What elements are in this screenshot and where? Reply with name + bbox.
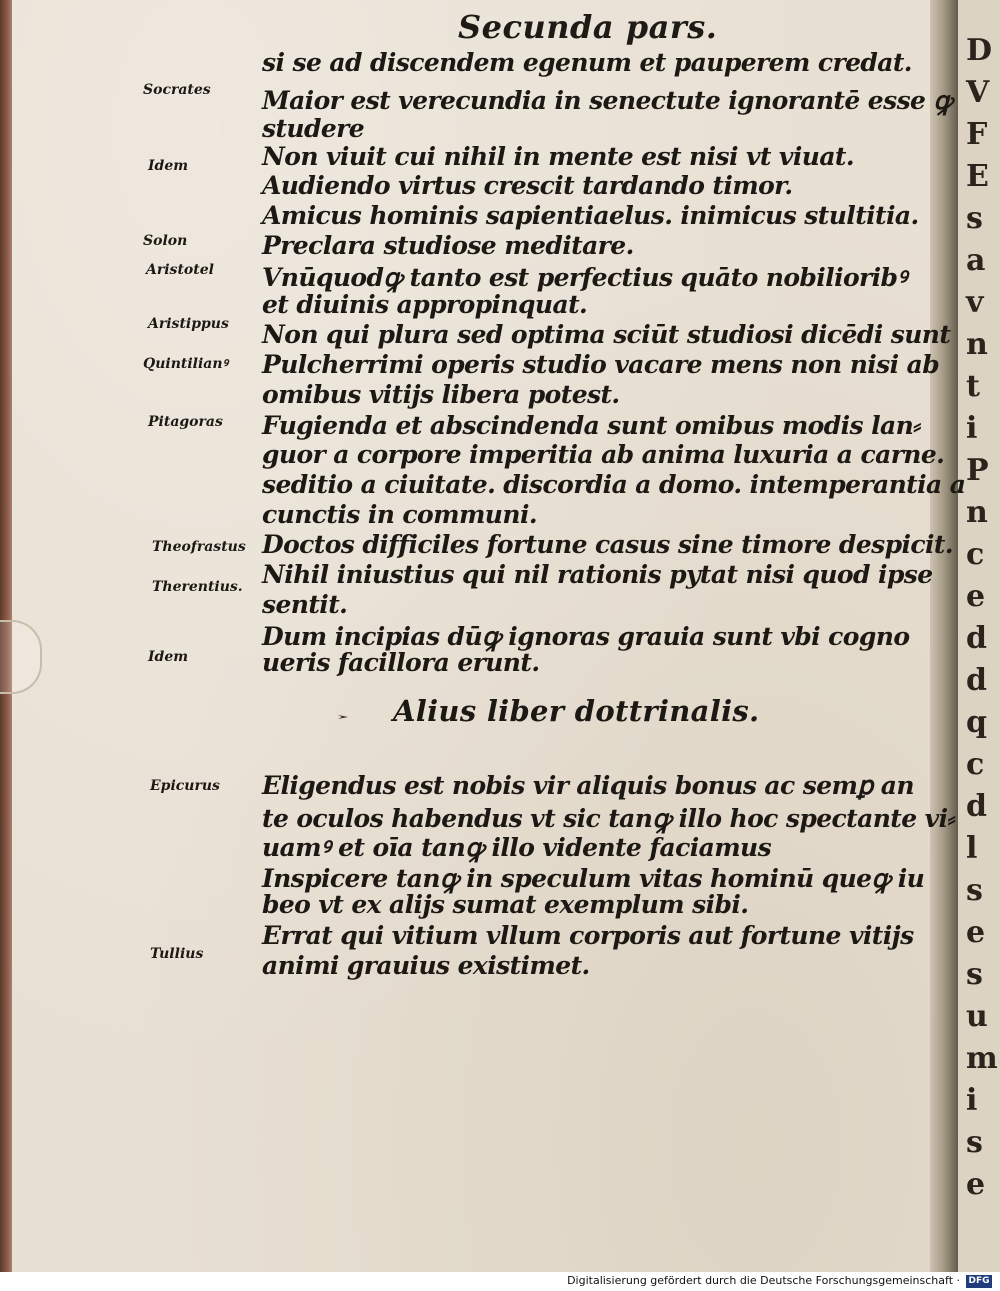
facing-page-letter: V [966, 75, 990, 110]
text-line: Eligendus est nobis vir aliquis bonus ac semꝑ an [262, 771, 914, 800]
text-line: Inspicere tanꝙ in speculum vitas hominū queꝙ iu [262, 864, 925, 893]
facing-page-letter: l [966, 831, 978, 866]
marginal-author: Aristippus [148, 316, 229, 332]
text-line: Pulcherrimi operis studio vacare mens non nisi ab [262, 350, 940, 379]
facing-page-letter: m [966, 1041, 998, 1076]
facing-page-letter: n [966, 327, 988, 362]
facing-page-letter: e [966, 1167, 986, 1202]
text-line: et diuinis appropinquat. [262, 290, 588, 319]
marginal-author: Socrates [143, 82, 211, 98]
facing-page-letter: c [966, 537, 985, 572]
section-heading: Alius liber dottrinalis. [393, 694, 760, 728]
text-line: seditio a ciuitate. discordia a domo. intemperantia a [262, 470, 966, 499]
facing-page-letter: D [966, 33, 993, 68]
facing-page-letter: s [966, 957, 983, 992]
text-line: beo vt ex alijs sumat exemplum sibi. [262, 890, 749, 919]
text-line: animi grauius existimet. [262, 951, 590, 980]
text-line: Non qui plura sed optima sciūt studiosi dicēdi sunt [262, 320, 951, 349]
text-line: Preclara studiose meditare. [262, 231, 634, 260]
facing-page-letter: d [966, 789, 987, 824]
fleuron-icon [338, 712, 352, 722]
text-line: si se ad discendem egenum et pauperem credat. [262, 48, 912, 77]
facing-page-letter: i [966, 1083, 978, 1118]
facing-page-letter: v [966, 285, 984, 320]
text-line: sentit. [262, 590, 348, 619]
text-line: studere [262, 114, 365, 143]
text-line: Fugienda et abscindenda sunt omibus modis lan⸗ [262, 411, 921, 440]
footer-bar [0, 1272, 1000, 1291]
text-line: Maior est verecundia in senectute ignorantē esse ꝙ [262, 86, 952, 115]
text-line: Vnūquodꝙ tanto est perfectius quāto nobilioribꝰ [262, 263, 907, 292]
facing-page-letter: F [966, 117, 988, 152]
facing-page-letter: E [966, 159, 989, 194]
facing-page-letter: c [966, 747, 985, 782]
facing-page-letter: d [966, 621, 987, 656]
marginal-author: Solon [143, 233, 188, 249]
facing-page-letter: s [966, 201, 983, 236]
marginal-author: Epicurus [150, 778, 220, 794]
marginal-author: Theofrastus [152, 539, 246, 555]
footer-credit: Digitalisierung gefördert durch die Deutsche Forschungsgemeinschaft · [567, 1274, 960, 1287]
marginal-author: Quintilianꝰ [143, 356, 228, 372]
dfg-logo-icon: DFG [966, 1275, 992, 1288]
marginal-author: Tullius [150, 946, 204, 962]
text-line: ueris facillora erunt. [262, 648, 540, 677]
text-line: Errat qui vitium vllum corporis aut fortune vitijs [262, 921, 914, 950]
marginal-author: Aristotel [146, 262, 214, 278]
text-line: omibus vitijs libera potest. [262, 380, 620, 409]
text-line: Nihil iniustius qui nil rationis pytat nisi quod ipse [262, 560, 933, 589]
marginal-author: Therentius. [152, 579, 243, 595]
marginal-author: Pitagoras [148, 414, 223, 430]
facing-page-letter: s [966, 873, 983, 908]
marginal-author: Idem [148, 649, 189, 665]
facing-page-letter: e [966, 579, 986, 614]
text-line: guor a corpore imperitia ab anima luxuria a carne. [262, 440, 945, 469]
text-line: Doctos difficiles fortune casus sine timore despicit. [262, 530, 953, 559]
facing-page-letter: i [966, 411, 978, 446]
text-line: Dum incipias dūꝙ ignoras grauia sunt vbi cogno [262, 622, 910, 651]
text-line: Audiendo virtus crescit tardando timor. [262, 171, 793, 200]
facing-page-letter: e [966, 915, 986, 950]
facing-page-letter: d [966, 663, 987, 698]
facing-page-letter: a [966, 243, 986, 278]
text-line: uamꝰ et oīa tanꝙ illo vidente faciamus [262, 833, 772, 862]
facing-page-letter: q [966, 705, 987, 740]
facing-page-letter: n [966, 495, 988, 530]
text-line: te oculos habendus vt sic tanꝙ illo hoc spectante vi⸗ [262, 804, 956, 833]
facing-page-letter: s [966, 1125, 983, 1160]
facing-page-letter: t [966, 369, 980, 404]
facing-page-letter: P [966, 453, 989, 488]
facing-page-letter: u [966, 999, 988, 1034]
text-line: Amicus hominis sapientiaelus. inimicus stultitia. [262, 201, 919, 230]
marginal-author: Idem [148, 158, 189, 174]
text-line: Non viuit cui nihil in mente est nisi vt viuat. [262, 142, 854, 171]
running-header: Secunda pars. [458, 8, 718, 46]
text-line: cunctis in communi. [262, 500, 537, 529]
